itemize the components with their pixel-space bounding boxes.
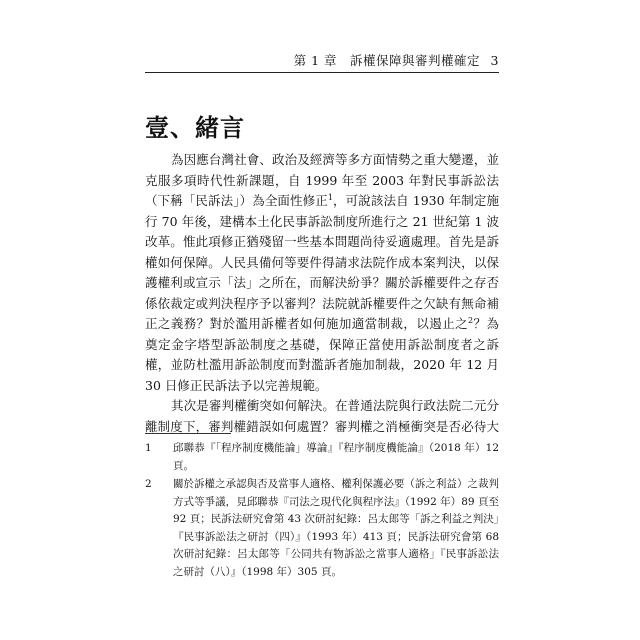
paragraph-1-part-c: ？為奠定金字塔型訴訟制度之基礎，保障正當使用訴訟制度者之訴權，並防杜濫用訴訟制度而對濫訴者施加制裁，2020 年 12 月 30 日修正民訴法予以完善規範。	[145, 316, 499, 393]
page-number: 3	[490, 53, 499, 68]
footnote-ref-1[interactable]: 1	[327, 192, 333, 202]
footnote-ref-2[interactable]: 2	[468, 315, 474, 325]
paragraph-1-part-a: 為因應台灣社會、政治及經濟等多方面情勢之重大變遷，並克服多項時代性新課題，自 1999 年至 2003 年對民事訴訟法（下稱「民訴法」）為全面性修正	[145, 152, 499, 208]
header-divider	[145, 72, 499, 73]
footnote-2	[145, 476, 499, 581]
paragraph-1-part-b: ，可說該法自 1930 年制定施行 70 年後，建構本土化民事訴訟制度所進行之 21 世紀第 1 波改革。惟此項修正猶殘留一些基本問題尚待妥適處理。首先是訴權如何保障。人民具備何等要件得請求法院作成本案判決，以保護權利或宣示「法」之所在，而解決紛爭？關於訴權要件之存否係依裁定或判決程序予以審判？法院就訴權要件之欠缺有無命補正之義務？對於濫用訴權者如何施加適當制裁，以遏止之	[145, 193, 499, 331]
footnotes	[145, 440, 499, 582]
paragraph-1	[145, 150, 499, 396]
running-header-chapter: 第 1 章 訴權保障與審判權確定	[293, 53, 481, 68]
running-header	[145, 52, 499, 70]
footnote-number: 2	[145, 478, 152, 490]
section-title: 壹、緒言	[145, 113, 245, 142]
body-text	[145, 150, 499, 437]
footnote-text: 邱聯恭『「程序制度機能論」導論』『程序制度機能論』（2018 年）12 頁。	[173, 442, 499, 472]
footnote-number: 1	[145, 442, 152, 454]
footnote-divider	[145, 433, 231, 434]
paragraph-2: 其次是審判權衝突如何解決。在普通法院與行政法院二元分離制度下，審判權錯誤如何處置？審判權之消極衝突是否必待大	[145, 398, 499, 434]
footnote-1	[145, 440, 499, 475]
footnote-text: 關於訴權之承認與否及當事人適格、權利保護必要（訴之利益）之裁判方式等爭議，見邱聯恭『司法之現代化與程序法』（1992 年）89 頁至 92 頁；民訴法研究會第 43 次研討紀錄：呂太郎等「訴之利益之判決」『民事訴訟法之研討（四）』（1993 年）413 頁；民訴法研究會第 68 次研討紀錄：呂太郎等「公同共有物訴訟之當事人適格」『民事訴訟法之研討（八）』（1998 年）305 頁。	[173, 478, 499, 578]
